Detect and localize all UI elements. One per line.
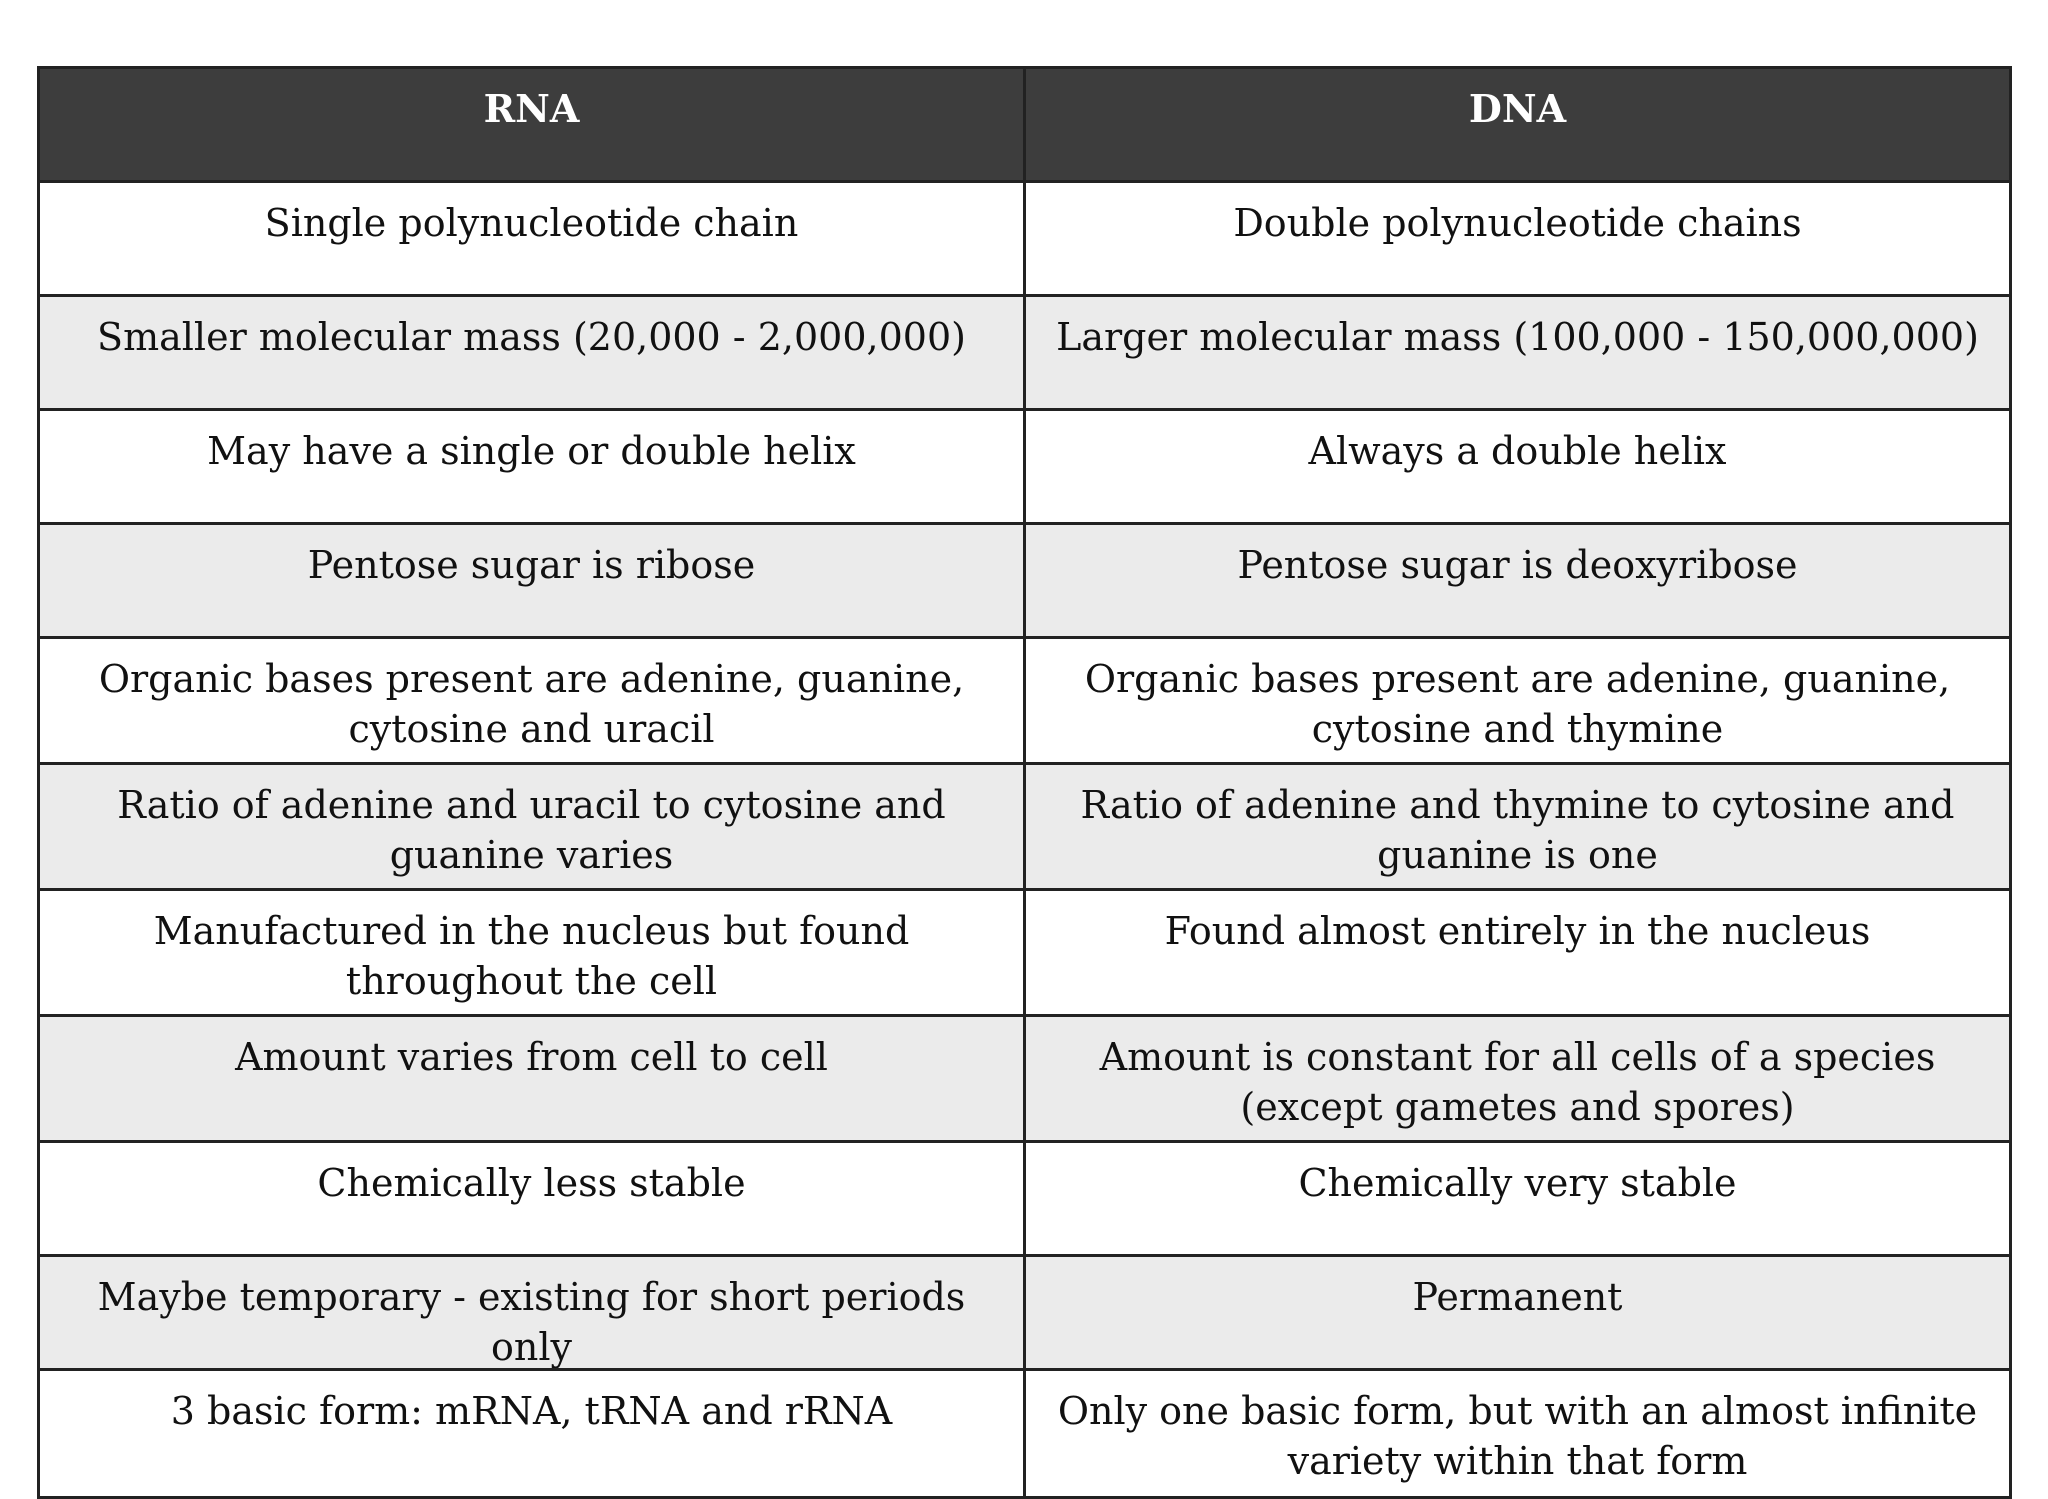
dna-cell: Only one basic form, but with an almost infinite variety within that form <box>1057 1389 1978 1483</box>
dna-cell: Permanent <box>1412 1275 1623 1319</box>
table-row <box>40 639 2009 765</box>
rna-cell: 3 basic form: mRNA, tRNA and rRNA <box>40 1371 1026 1496</box>
header-rna: RNA <box>40 69 1026 180</box>
dna-cell: Organic bases present are adenine, guanine, cytosine and thymine <box>1084 657 1951 751</box>
rna-cell: Pentose sugar is ribose <box>40 525 1026 636</box>
rna-cell: Chemically less stable <box>40 1143 1026 1254</box>
table-row <box>40 525 2009 639</box>
rna-cell: Organic bases present are adenine, guanine, cytosine and uracil <box>40 639 1026 762</box>
dna-cell: Chemically very stable <box>1298 1161 1737 1205</box>
header-dna: DNA <box>1468 86 1567 131</box>
rna-cell: Manufactured in the nucleus but found throughout the cell <box>40 891 1026 1014</box>
table-row <box>40 1143 2009 1257</box>
dna-cell: Amount is constant for all cells of a species (except gametes and spores) <box>1099 1035 1936 1129</box>
table-header-row <box>40 69 2009 183</box>
comparison-table <box>37 66 2012 1499</box>
table-row <box>40 1257 2009 1371</box>
rna-cell: May have a single or double helix <box>40 411 1026 522</box>
dna-cell: Ratio of adenine and thymine to cytosine and guanine is one <box>1080 783 1955 877</box>
dna-cell: Larger molecular mass (100,000 - 150,000,000) <box>1056 315 1979 359</box>
rna-cell: Amount varies from cell to cell <box>40 1017 1026 1140</box>
dna-cell: Found almost entirely in the nucleus <box>1164 909 1871 953</box>
rna-cell: Single polynucleotide chain <box>40 183 1026 294</box>
table-row <box>40 183 2009 297</box>
dna-cell: Always a double helix <box>1308 429 1727 473</box>
table-row <box>40 1017 2009 1143</box>
dna-cell: Pentose sugar is deoxyribose <box>1237 543 1798 587</box>
table-row <box>40 411 2009 525</box>
table-row <box>40 765 2009 891</box>
rna-cell: Ratio of adenine and uracil to cytosine and guanine varies <box>40 765 1026 888</box>
rna-cell: Maybe temporary - existing for short periods only <box>40 1257 1026 1368</box>
table-row <box>40 297 2009 411</box>
table-row <box>40 1371 2009 1496</box>
table-row <box>40 891 2009 1017</box>
rna-cell: Smaller molecular mass (20,000 - 2,000,000) <box>40 297 1026 408</box>
dna-cell: Double polynucleotide chains <box>1233 201 1802 245</box>
